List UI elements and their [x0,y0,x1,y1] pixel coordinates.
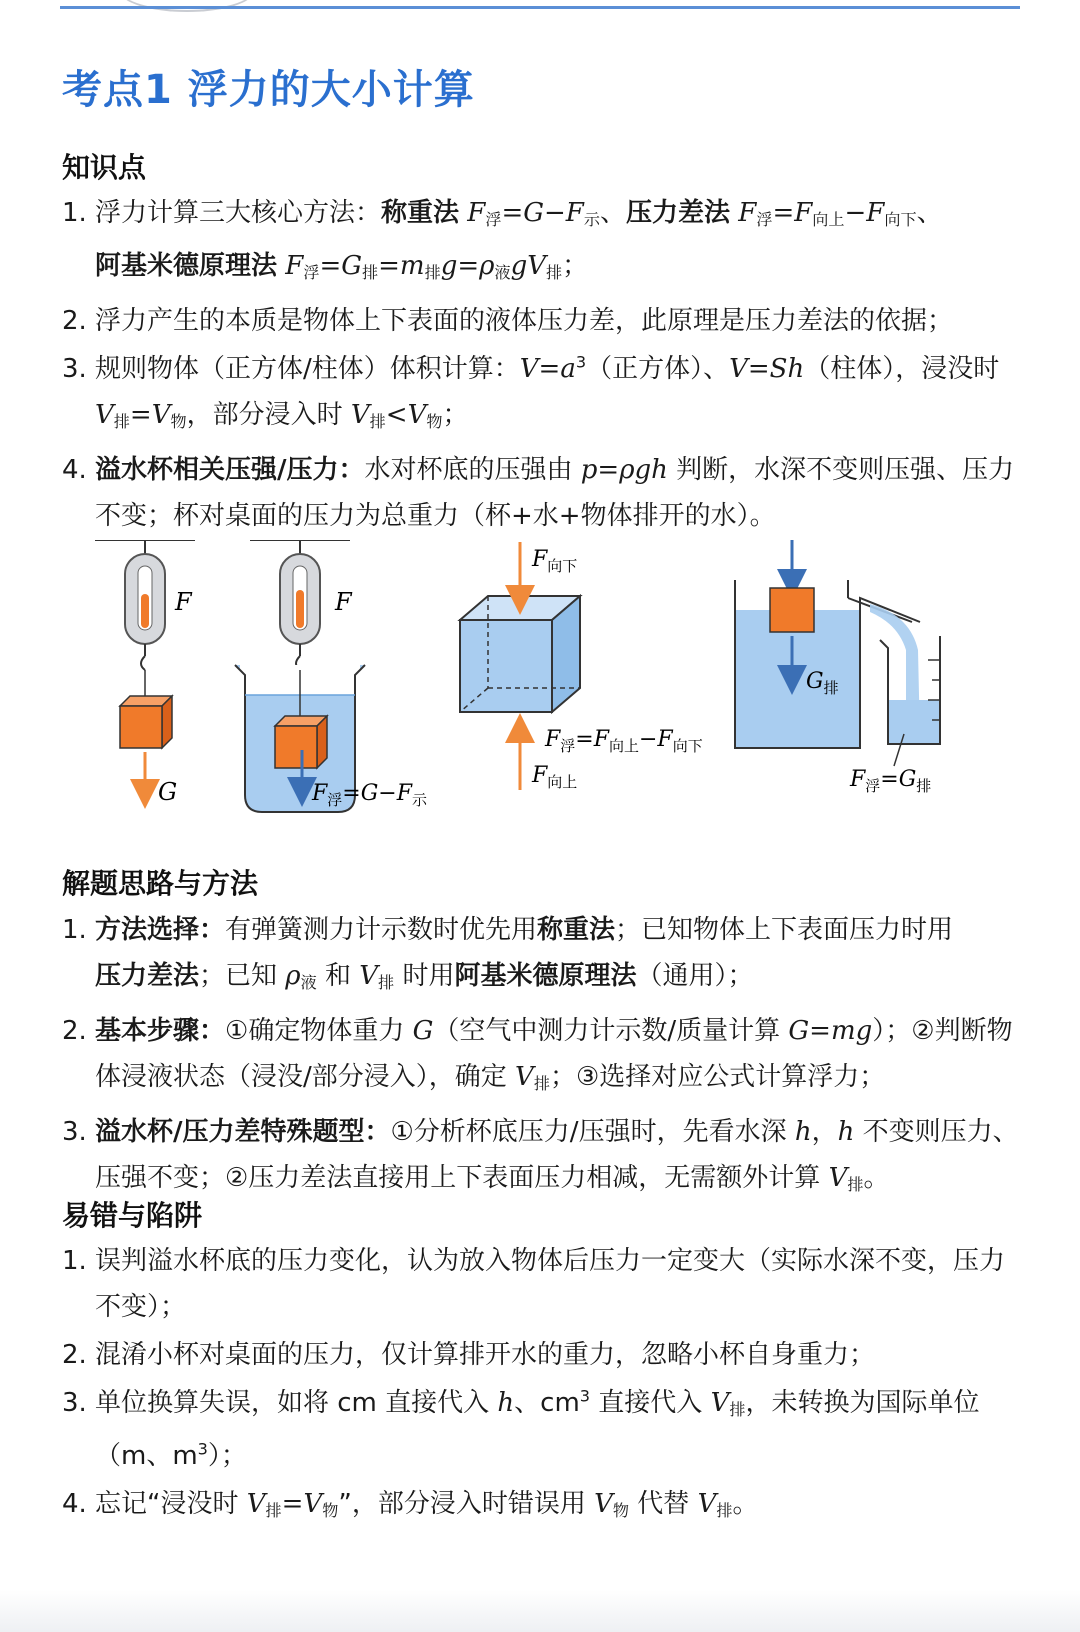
mistakes-item-1: 1. 误判溢水杯底的压力变化，认为放入物体后压力一定变大（实际水深不变，压力不变）； [62,1246,1006,1322]
mistakes-heading: 易错与陷阱 [62,1199,203,1232]
mistakes-list [62,1238,1022,1536]
methods-item-2: 2. 基本步骤：①确定物体重力 G（空气中测力计示数/质量计算 G=mg）；②判断物体浸液状态（浸没/部分浸入），确定 $V_排$；③选择对应公式计算浮力； [62,1016,1013,1094]
bottom-shadow [0,1590,1080,1632]
mistakes-item-4: 4. 忘记“浸没时 $V_排=V_物$”，部分浸入时错误用 $V_物$ 代替 $V_排$。 [62,1489,759,1521]
knowledge-item-1: 1. 浮力计算三大核心方法：称重法 $F_浮=G-F_示$、压力差法 $F_浮=F_{向上}-F_{向下}$、 阿基米德原理法 $F_浮=G_排=m_排g=\rho_液gV_排$； [62,198,943,283]
methods-list [62,907,1022,1210]
methods-item-1: 1. 方法选择：有弹簧测力计示数时优先用称重法；已知物体上下表面压力时用 压力差法；已知 $\rho_液$ 和 $V_排$ 时用阿基米德原理法（通用）； [62,915,954,993]
knowledge-item-2: 2. 浮力产生的本质是物体上下表面的液体压力差，此原理是压力差法的依据； [62,306,954,337]
label-f2: F [335,588,352,616]
label-diff-formula: $F_浮=F_{向上}-F_{向下}$ [545,727,703,755]
methods-item-3: 3. 溢水杯/压力差特殊题型：①分析杯底压力/压强时，先看水深 h，h 不变则压力、压强不变；②压力差法直接用上下表面压力相减，无需额外计算 $V_排$。 [62,1117,1019,1195]
block-icon [275,726,317,768]
diagram-svg [80,540,1000,840]
diagram-weighing-in-water [235,540,428,812]
label-g1: G [158,778,178,806]
knowledge-list [62,190,1022,541]
page-title: 考点1 浮力的大小计算 [62,67,475,113]
label-weighing-formula: $F_浮=G-F_示$ [312,781,428,809]
buoyancy-diagrams [80,540,1000,840]
label-g-pai: $G_排$ [806,669,839,697]
mistakes-item-2: 2. 混淆小杯对桌面的压力，仅计算排开水的重力，忽略小杯自身重力； [62,1340,876,1370]
knowledge-item-3: 3. 规则物体（正方体/柱体）体积计算：$V=a^3$（正方体）、V=Sh（柱体），浸没时 $V_排=V_物$，部分浸入时 $V_排<V_物$； [62,352,1000,432]
knowledge-item-4: 4. 溢水杯相关压强/压力：水对杯底的压强由 p=ρgh 判断，水深不变则压强、压力不变；杯对桌面的压力为总重力（杯+水+物体排开的水）。 [62,455,1015,532]
label-archimedes-formula: $F_浮=G_排$ [850,767,932,795]
block-icon [120,706,162,748]
knowledge-heading: 知识点 [62,151,147,184]
label-f-up: $F_{向上}$ [532,763,578,791]
label-f1: F [175,588,192,616]
methods-heading: 解题思路与方法 [62,867,259,900]
label-f-down: $F_{向下}$ [532,547,578,575]
diagram-pressure-difference [460,542,703,791]
top-divider [60,6,1020,9]
cube-icon [460,620,552,712]
block-icon [770,588,814,632]
mistakes-item-3: 3. 单位换算失误，如将 cm 直接代入 h、$cm^3$ 直接代入 $V_排$，未转换为国际单位（m、$m^3$）； [62,1386,980,1472]
diagram-overflow-cup [735,540,940,795]
diagram-weighing-in-air [95,540,195,806]
